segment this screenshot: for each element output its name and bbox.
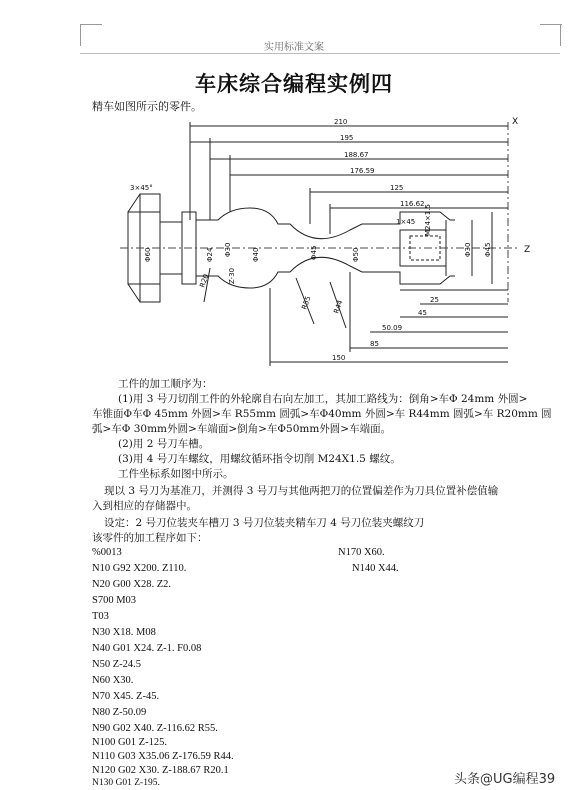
program-line: N10 G92 X200. Z110.: [92, 563, 187, 574]
dim-label: Φ24: [206, 247, 214, 262]
axis-label: Z: [524, 245, 531, 255]
program-line: N80 Z-50.09: [92, 707, 147, 718]
program-line-right: N140 X44.: [352, 563, 399, 574]
dim-label: 1×45: [396, 218, 416, 226]
dim-label: Φ50: [352, 247, 360, 262]
dim-label: 176.59: [350, 167, 375, 175]
dim-label: M24×1.5: [424, 204, 432, 236]
dim-label: 125: [390, 184, 404, 192]
dim-label: 85: [370, 340, 379, 348]
program-line: N30 X18. M08: [92, 627, 156, 638]
program-line: N110 G03 X35.06 Z-176.59 R44.: [92, 751, 234, 762]
program-line: N130 G01 Z-195.: [92, 778, 160, 788]
dim-label: 188.67: [344, 151, 369, 159]
watermark: 头条@UG编程39: [454, 772, 556, 787]
program-line: T03: [92, 611, 109, 622]
dim-label: Φ30: [224, 242, 232, 257]
dim-label: R55: [300, 294, 313, 311]
dim-label: 150: [332, 354, 346, 362]
dim-label: Φ40: [252, 247, 260, 262]
program-line: N100 G01 Z-125.: [92, 737, 167, 748]
program-line: N70 X45. Z-45.: [92, 691, 160, 702]
header-divider: [80, 53, 560, 54]
dim-label: 195: [340, 134, 354, 142]
tool-setup: 设定：2 号刀位装夹车槽刀 3 号刀位装夹精车刀 4 号刀位装夹螺纹刀: [104, 517, 425, 529]
process-step: 车锥面Φ车Φ 45mm 外圆>车 R55mm 圆弧>车Φ40mm 外圆>车 R44mm 圆弧>车 R20mm 圆: [92, 408, 552, 420]
program-line: N40 G01 X24. Z-1. F0.08: [92, 643, 202, 654]
dim-label: 45: [418, 309, 427, 317]
process-step: 弧>车Φ 30mm外圆>车端面>倒角>车Φ50mm外圆>车端面。: [92, 423, 392, 435]
program-line: N120 G02 X30. Z-188.67 R20.1: [92, 765, 229, 776]
dim-label: 3×45°: [130, 184, 153, 192]
program-line-right: N170 X60.: [338, 547, 385, 558]
program-line: %0013: [92, 547, 122, 558]
dim-label: 210: [334, 118, 348, 126]
dim-label: 50.09: [382, 324, 403, 332]
intro-text: 精车如图所示的零件。: [92, 100, 202, 113]
program-heading: 该零件的加工程序如下：: [92, 532, 208, 544]
dim-label: R44: [332, 298, 345, 315]
axis-label: X: [512, 117, 519, 127]
process-note: 入到相应的存储器中。: [92, 500, 197, 512]
profile-upper: [196, 208, 455, 239]
page-header: 实用标准文案: [264, 42, 324, 53]
dim-label: Φ30: [464, 242, 472, 257]
document-title: 车床综合编程实例四: [195, 72, 393, 96]
dim-label: Φ45: [310, 245, 318, 260]
program-line: N20 G00 X28. Z2.: [92, 579, 172, 590]
dim-label: 25: [430, 296, 439, 304]
program-line: N50 Z-24.5: [92, 659, 141, 670]
corner-mark: [540, 24, 562, 25]
process-step: (1)用 3 号刀切削工件的外轮廓自右向左加工，其加工路线为：倒角>车Φ 24mm 外圆>: [118, 393, 528, 405]
dim-label: Φ60: [144, 247, 152, 262]
program-line: N60 X30.: [92, 675, 134, 686]
process-note: 现以 3 号刀为基准刀，并测得 3 号刀与其他两把刀的位置偏差作为刀具位置补偿值输: [104, 485, 499, 497]
corner-mark: [80, 24, 102, 25]
dim-label: Z-30: [228, 267, 236, 284]
program-line: N90 G02 X40. Z-116.62 R55.: [92, 723, 218, 734]
process-step: (2)用 2 号刀车槽。: [118, 438, 210, 450]
process-note: 工件坐标系如图中所示。: [118, 468, 234, 480]
dim-label: Φ45: [484, 242, 492, 257]
part-drawing: [100, 112, 540, 374]
dim-label: 116.62: [400, 200, 425, 208]
dim-label: R20: [198, 272, 211, 289]
program-line: S700 M03: [92, 595, 137, 606]
process-step: (3)用 4 号刀车螺纹，用螺纹循环指令切削 M24X1.5 螺纹。: [118, 453, 401, 465]
process-heading: 工件的加工顺序为：: [118, 378, 213, 390]
